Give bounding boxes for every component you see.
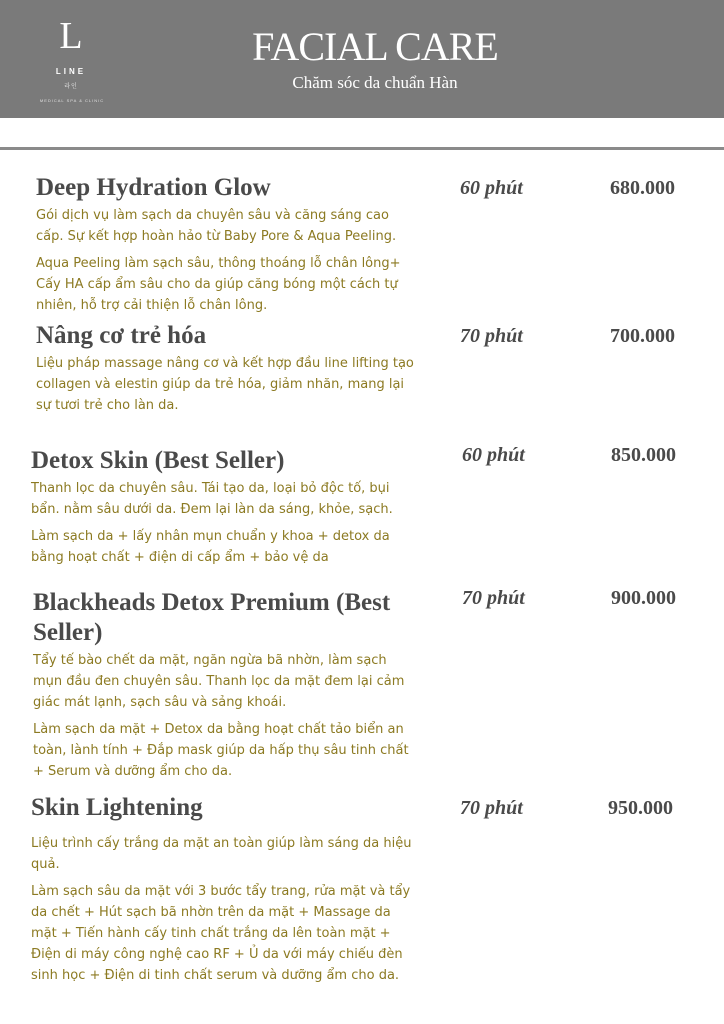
header-banner xyxy=(0,0,724,118)
service-name: Detox Skin (Best Seller) xyxy=(31,447,285,474)
service-price: 950.000 xyxy=(608,797,673,819)
page-subtitle: Chăm sóc da chuẩn Hàn xyxy=(292,73,458,92)
service-item xyxy=(33,588,411,782)
service-item xyxy=(31,446,421,568)
service-item xyxy=(36,173,414,316)
service-duration: 60 phút xyxy=(462,444,525,466)
service-name: Nâng cơ trẻ hóa xyxy=(36,322,207,349)
service-duration: 70 phút xyxy=(462,587,525,609)
service-name: Blackheads Detox Premium (Best Seller) xyxy=(33,589,391,646)
service-price: 850.000 xyxy=(611,444,676,466)
service-description: Làm sạch da mặt + Detox da bằng hoạt chất tảo biển an toàn, lành tính + Đắp mask giúp da hấp thụ sâu tinh chất + Serum và dưỡng ẩm cho da. xyxy=(33,722,409,779)
service-price: 680.000 xyxy=(610,177,675,199)
page-title: FACIAL CARE xyxy=(252,24,498,69)
service-name: Skin Lightening xyxy=(31,794,203,821)
service-description: Tẩy tế bào chết da mặt, ngăn ngừa bã nhờn, làm sạch mụn đầu đen chuyên sâu. Thanh lọc da mặt đem lại cảm giác mát lạnh, sạch sâu và sảng khoái. xyxy=(33,653,405,710)
logo-name: LINE xyxy=(55,67,87,76)
service-description: Gói dịch vụ làm sạch da chuyên sâu và căng sáng cao cấp. Sự kết hợp hoàn hảo từ Baby Pore & Aqua Peeling. xyxy=(36,208,397,244)
service-description: Liệu trình cấy trắng da mặt an toàn giúp làm sáng da hiệu quả. xyxy=(31,836,412,872)
header-divider xyxy=(0,147,724,150)
logo-letter: L xyxy=(59,15,83,57)
service-description: Làm sạch da + lấy nhân mụn chuẩn y khoa + detox da bằng hoạt chất + điện di cấp ẩm + bảo vệ da xyxy=(31,529,390,565)
service-duration: 60 phút xyxy=(460,177,523,199)
service-price: 700.000 xyxy=(610,325,675,347)
logo-tagline: MEDICAL SPA & CLINIC xyxy=(39,98,105,103)
logo-korean: 라인 xyxy=(64,84,78,90)
service-description: Làm sạch sâu da mặt với 3 bước tẩy trang, rửa mặt và tẩy da chết + Hút sạch bã nhờn trên da mặt + Massage da mặt + Tiến hành cấy tinh chất trắng da lên toàn mặt + Điện di máy công nghệ cao RF + Ủ da với máy chiếu đèn sinh học + Điện di tinh chất serum và dưỡng ẩm cho da. xyxy=(31,884,411,983)
service-name: Deep Hydration Glow xyxy=(36,174,271,201)
service-description: Aqua Peeling làm sạch sâu, thông thoáng lỗ chân lông+ Cấy HA cấp ẩm sâu cho da giúp căng bóng một cách tự nhiên, hỗ trợ cải thiện lỗ chân lông. xyxy=(36,256,401,313)
service-duration: 70 phút xyxy=(460,797,523,819)
service-price: 900.000 xyxy=(611,587,676,609)
service-description: Thanh lọc da chuyên sâu. Tái tạo da, loại bỏ độc tố, bụi bẩn. nằm sâu dưới da. Đem lại làn da sáng, khỏe, sạch. xyxy=(31,481,393,517)
service-item xyxy=(31,793,415,986)
service-description: Liệu pháp massage nâng cơ và kết hợp đầu line lifting tạo collagen và elestin giúp da trẻ hóa, giảm nhăn, mang lại sự tươi trẻ cho làn da. xyxy=(36,356,414,413)
service-duration: 70 phút xyxy=(460,325,523,347)
service-item xyxy=(36,321,414,416)
